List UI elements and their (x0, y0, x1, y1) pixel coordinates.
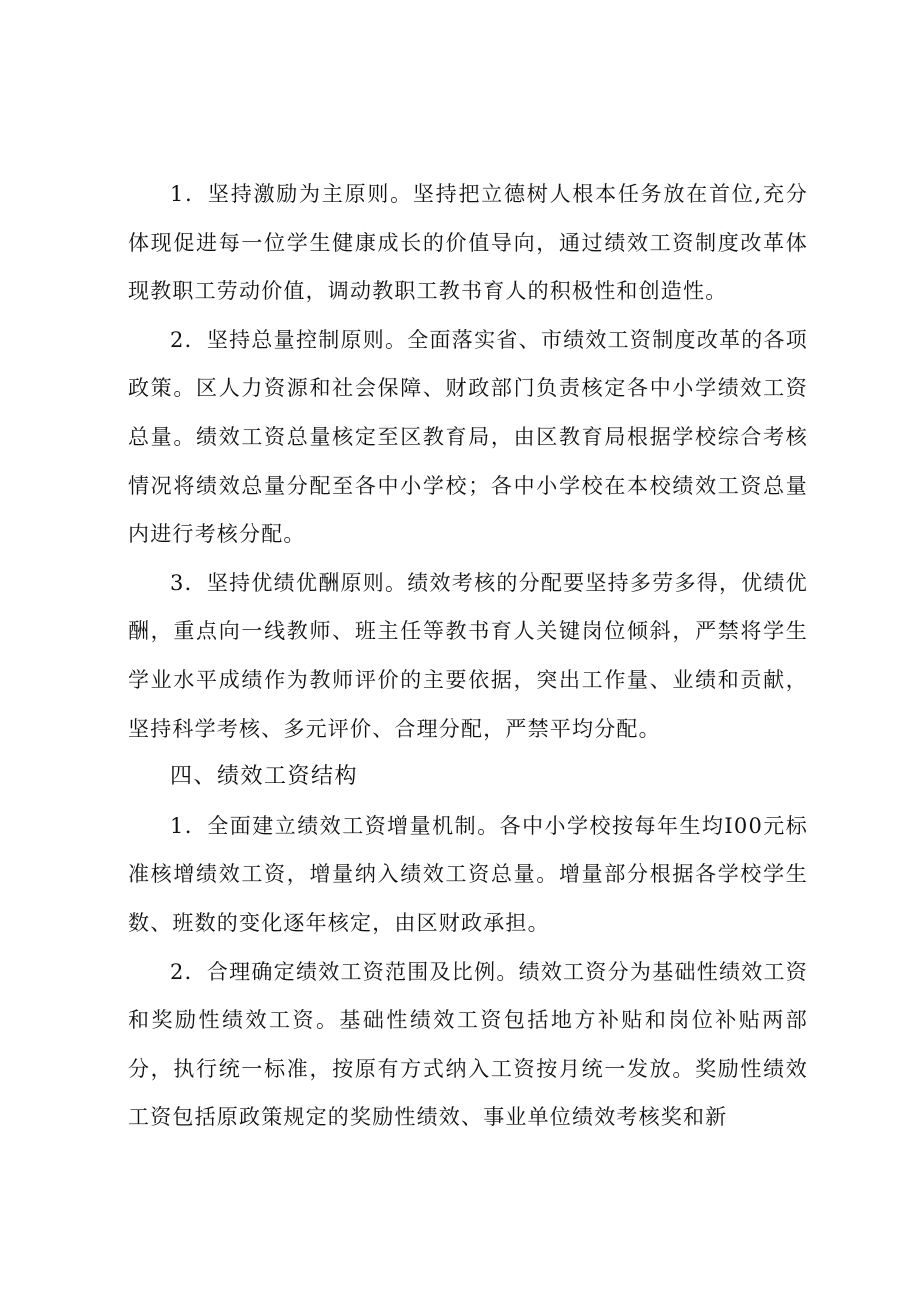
paragraph-principle-total-control: 2．坚持总量控制原则。全面落实省、市绩效工资制度改革的各项政策。区人力资源和社会保障、财政部门负责核定各中小学绩效工资总量。绩效工资总量核定至区教育局，由区教育局根据学校综合考核情况将绩效总量分配至各中小学校；各中小学校在本校绩效工资总量内进行考核分配。 (128, 327, 808, 547)
section-heading-salary-structure: 四、绩效工资结构 (170, 764, 359, 790)
paragraph-principle-merit-pay: 3．坚持优绩优酬原则。绩效考核的分配要坚持多劳多得，优绩优酬，重点向一线教师、班主任等教书育人关键岗位倾斜，严禁将学生学业水平成绩作为教师评价的主要依据，突出工作量、业绩和贡献，坚持科学考核、多元评价、合理分配，严禁平均分配。 (128, 570, 808, 741)
paragraph-scope-and-ratio: 2．合理确定绩效工资范围及比例。绩效工资分为基础性绩效工资和奖励性绩效工资。基础性绩效工资包括地方补贴和岗位补贴两部分，执行统一标准，按原有方式纳入工资按月统一发放。奖励性绩效工资包括原政策规定的奖励性绩效、事业单位绩效考核奖和新 (128, 959, 808, 1130)
paragraph-increment-mechanism: 1．全面建立绩效工资增量机制。各中小学校按每年生均I00元标准核增绩效工资，增量纳入绩效工资总量。增量部分根据各学校学生数、班数的变化逐年核定，由区财政承担。 (128, 813, 808, 935)
document-body (128, 170, 808, 1142)
paragraph-principle-incentive: 1．坚持激励为主原则。坚持把立德树人根本任务放在首位,充分体现促进每一位学生健康成长的价值导向，通过绩效工资制度改革体现教职工劳动价值，调动教职工教书育人的积极性和创造性。 (128, 182, 808, 304)
